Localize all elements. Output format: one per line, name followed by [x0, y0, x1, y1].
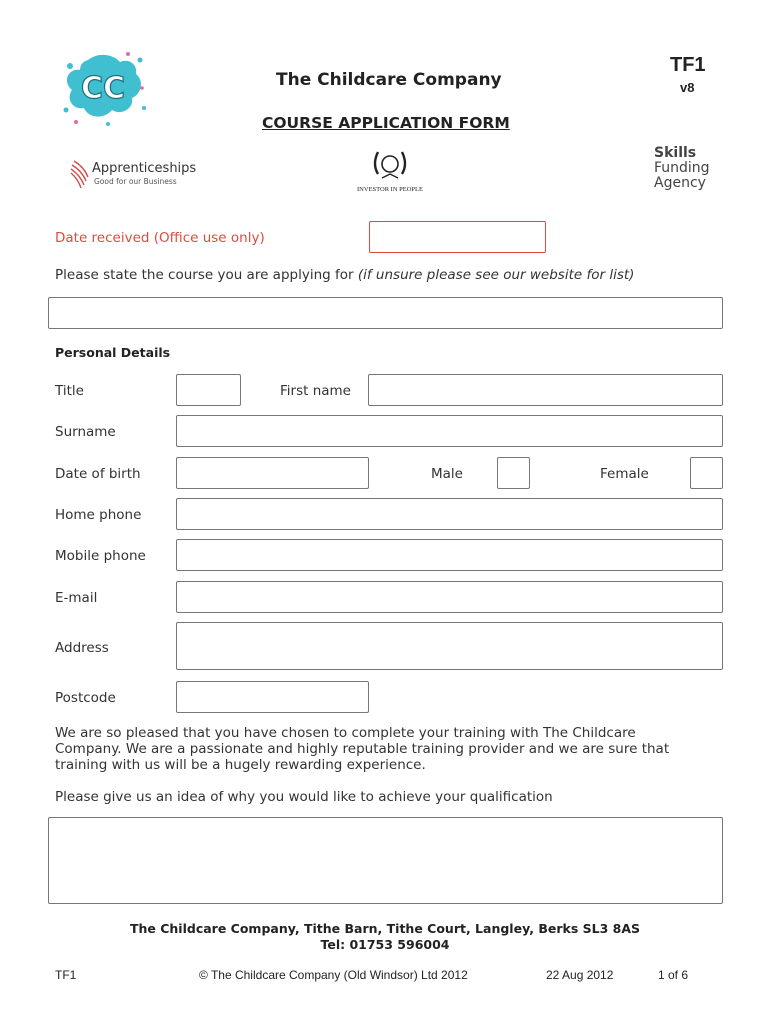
skills-funding-agency-logo	[654, 146, 710, 191]
email-field[interactable]	[176, 581, 723, 613]
title-field[interactable]	[176, 374, 241, 406]
why-prompt: Please give us an idea of why you would like to achieve your qualification	[55, 789, 553, 805]
title-label: Title	[55, 383, 84, 399]
footer-page: 1 of 6	[658, 968, 689, 982]
investor-in-people-logo	[348, 146, 432, 198]
childcare-company-logo	[58, 48, 148, 128]
intro-line-1: We are so pleased that you have chosen to complete your training with The Childcare	[55, 725, 636, 741]
mobile-phone-label: Mobile phone	[55, 548, 146, 564]
form-title: COURSE APPLICATION FORM	[262, 114, 510, 132]
home-phone-field[interactable]	[176, 498, 723, 530]
footer-tel: Tel: 01753 596004	[320, 937, 450, 952]
course-field[interactable]	[48, 297, 723, 329]
date-received-field[interactable]	[369, 221, 546, 253]
apprenticeships-name: Apprenticeships	[92, 161, 197, 176]
first-name-field[interactable]	[368, 374, 723, 406]
footer-address: The Childcare Company, Tithe Barn, Tithe Court, Langley, Berks SL3 8AS	[129, 921, 641, 936]
footer-copyright: © The Childcare Company (Old Windsor) Ltd 2012	[199, 968, 468, 982]
dob-label: Date of birth	[55, 466, 141, 482]
first-name-label: First name	[280, 383, 351, 399]
logo-text: CC	[80, 71, 126, 106]
form-version: v8	[680, 80, 695, 95]
date-received-label: Date received (Office use only)	[55, 230, 265, 246]
address-field[interactable]	[176, 622, 723, 670]
postcode-label: Postcode	[55, 690, 116, 706]
intro-line-3: training with us will be a hugely rewarding experience.	[55, 757, 426, 773]
surname-field[interactable]	[176, 415, 723, 447]
laurel-wreath-icon	[370, 146, 410, 182]
intro-paragraph	[55, 725, 735, 773]
address-label: Address	[55, 640, 109, 656]
skills-word: Skills	[654, 145, 697, 161]
agency-word: Agency	[654, 175, 706, 191]
intro-line-2: Company. We are a passionate and highly reputable training provider and we are sure that	[55, 741, 670, 757]
apprenticeships-logo	[70, 155, 200, 195]
investor-in-people-text: INVESTOR IN PEOPLE	[357, 186, 423, 193]
female-label: Female	[600, 466, 649, 482]
company-name: The Childcare Company	[276, 70, 502, 90]
male-label: Male	[431, 466, 463, 482]
footer-date: 22 Aug 2012	[546, 968, 614, 982]
why-field[interactable]	[48, 817, 723, 904]
apprenticeships-swoosh-icon	[70, 157, 92, 189]
dob-field[interactable]	[176, 457, 369, 489]
course-prompt-text: Please state the course you are applying for	[55, 267, 358, 283]
course-prompt-note: (if unsure please see our website for list)	[357, 267, 635, 283]
home-phone-label: Home phone	[55, 507, 142, 523]
email-label: E-mail	[55, 590, 98, 606]
mobile-phone-field[interactable]	[176, 539, 723, 571]
form-code: TF1	[670, 54, 706, 76]
personal-details-heading: Personal Details	[55, 345, 171, 360]
footer-code: TF1	[55, 968, 77, 982]
postcode-field[interactable]	[176, 681, 369, 713]
surname-label: Surname	[55, 424, 116, 440]
female-checkbox[interactable]	[690, 457, 723, 489]
course-prompt	[55, 267, 634, 283]
male-checkbox[interactable]	[497, 457, 530, 489]
apprenticeships-tagline: Good for our Business	[94, 177, 177, 186]
funding-word: Funding	[654, 160, 710, 176]
